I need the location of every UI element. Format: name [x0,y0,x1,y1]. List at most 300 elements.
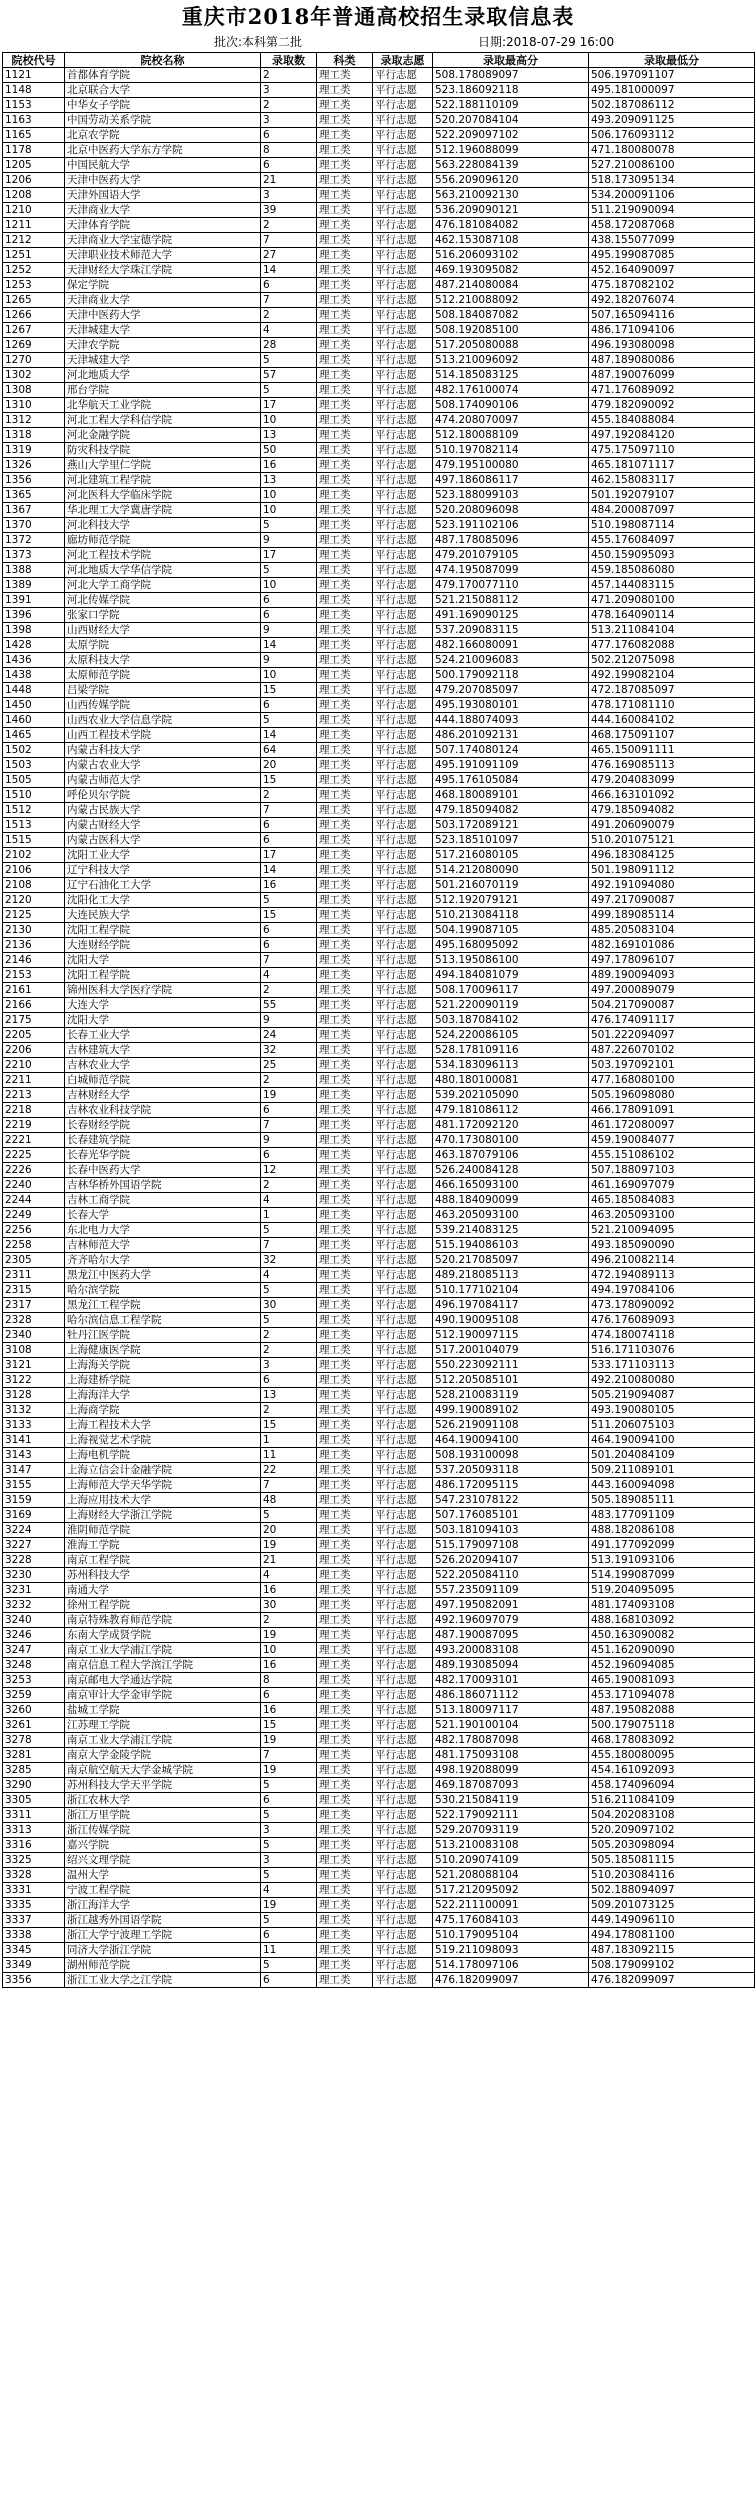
school-code-cell: 2328 [3,1313,65,1328]
school-name-cell: 天津商业大学宝德学院 [65,233,261,248]
application-type-cell: 平行志愿 [373,1598,433,1613]
table-row [3,1568,755,1583]
school-name-cell: 浙江大学宁波理工学院 [65,1928,261,1943]
lowest-score-cell: 495.181000097 [589,83,755,98]
application-type-cell: 平行志愿 [373,383,433,398]
highest-score-cell: 550.223092111 [433,1358,589,1373]
school-name-cell: 温州大学 [65,1868,261,1883]
school-code-cell: 1388 [3,563,65,578]
lowest-score-cell: 491.206090079 [589,818,755,833]
school-code-cell: 2175 [3,1013,65,1028]
school-code-cell: 1211 [3,218,65,233]
school-name-cell: 牡丹江医学院 [65,1328,261,1343]
school-code-cell: 1448 [3,683,65,698]
application-type-cell: 平行志愿 [373,1223,433,1238]
date-label: 日期:2018-07-29 16:00 [478,35,615,49]
table-row [3,1118,755,1133]
admitted-count-cell: 32 [261,1253,317,1268]
school-name-cell: 长春财经学院 [65,1118,261,1133]
school-code-cell: 1319 [3,443,65,458]
lowest-score-cell: 477.168080100 [589,1073,755,1088]
application-type-cell: 平行志愿 [373,1253,433,1268]
school-code-cell: 2106 [3,863,65,878]
subject-category-cell: 理工类 [317,1058,373,1073]
lowest-score-cell: 497.200089079 [589,983,755,998]
school-code-cell: 3261 [3,1718,65,1733]
admitted-count-cell: 6 [261,818,317,833]
school-code-cell: 3228 [3,1553,65,1568]
school-name-cell: 大连财经学院 [65,938,261,953]
table-row [3,1103,755,1118]
lowest-score-cell: 488.168103092 [589,1613,755,1628]
subject-category-cell: 理工类 [317,1373,373,1388]
highest-score-cell: 474.208070097 [433,413,589,428]
subject-category-cell: 理工类 [317,218,373,233]
school-name-cell: 张家口学院 [65,608,261,623]
lowest-score-cell: 461.172080097 [589,1118,755,1133]
lowest-score-cell: 483.177091109 [589,1508,755,1523]
subject-category-cell: 理工类 [317,1718,373,1733]
highest-score-cell: 474.195087099 [433,563,589,578]
table-row [3,1058,755,1073]
page-title: 重庆市2018年普通高校招生录取信息表 [181,4,575,29]
highest-score-cell: 557.235091109 [433,1583,589,1598]
table-row [3,1943,755,1958]
school-name-cell: 北京联合大学 [65,83,261,98]
table-header-row [3,53,755,68]
lowest-score-cell: 494.178081100 [589,1928,755,1943]
application-type-cell: 平行志愿 [373,1823,433,1838]
highest-score-cell: 499.190089102 [433,1403,589,1418]
admitted-count-cell: 9 [261,1013,317,1028]
table-row [3,1793,755,1808]
lowest-score-cell: 505.185081115 [589,1853,755,1868]
highest-score-cell: 513.180097117 [433,1703,589,1718]
school-code-cell: 1163 [3,113,65,128]
school-name-cell: 上海工程技术大学 [65,1418,261,1433]
admitted-count-cell: 10 [261,413,317,428]
subject-category-cell: 理工类 [317,1328,373,1343]
school-code-cell: 2130 [3,923,65,938]
school-name-cell: 太原科技大学 [65,653,261,668]
lowest-score-cell: 507.188097103 [589,1163,755,1178]
school-name-cell: 南通大学 [65,1583,261,1598]
subject-category-cell: 理工类 [317,263,373,278]
subject-category-cell: 理工类 [317,248,373,263]
school-name-cell: 南京航空航天大学金城学院 [65,1763,261,1778]
lowest-score-cell: 465.185084083 [589,1193,755,1208]
highest-score-cell: 512.205085101 [433,1373,589,1388]
table-row [3,983,755,998]
lowest-score-cell: 458.174096094 [589,1778,755,1793]
school-name-cell: 中华女子学院 [65,98,261,113]
school-code-cell: 2244 [3,1193,65,1208]
application-type-cell: 平行志愿 [373,1403,433,1418]
school-name-cell: 上海财经大学浙江学院 [65,1508,261,1523]
highest-score-cell: 508.170096117 [433,983,589,998]
school-code-cell: 1356 [3,473,65,488]
highest-score-cell: 523.188099103 [433,488,589,503]
highest-score-cell: 522.179092111 [433,1808,589,1823]
school-code-cell: 1370 [3,518,65,533]
application-type-cell: 平行志愿 [373,1898,433,1913]
school-name-cell: 内蒙古科技大学 [65,743,261,758]
subject-category-cell: 理工类 [317,638,373,653]
application-type-cell: 平行志愿 [373,1313,433,1328]
subject-category-cell: 理工类 [317,308,373,323]
application-type-cell: 平行志愿 [373,473,433,488]
application-type-cell: 平行志愿 [373,1493,433,1508]
school-code-cell: 1436 [3,653,65,668]
school-code-cell: 2311 [3,1268,65,1283]
admitted-count-cell: 21 [261,173,317,188]
highest-score-cell: 563.210092130 [433,188,589,203]
subject-category-cell: 理工类 [317,1523,373,1538]
application-type-cell: 平行志愿 [373,413,433,428]
school-name-cell: 天津城建大学 [65,323,261,338]
highest-score-cell: 513.210096092 [433,353,589,368]
subject-category-cell: 理工类 [317,1238,373,1253]
application-type-cell: 平行志愿 [373,578,433,593]
school-name-cell: 锦州医科大学医疗学院 [65,983,261,998]
school-code-cell: 1148 [3,83,65,98]
table-row [3,338,755,353]
school-code-cell: 3313 [3,1823,65,1838]
application-type-cell: 平行志愿 [373,818,433,833]
application-type-cell: 平行志愿 [373,1763,433,1778]
subject-category-cell: 理工类 [317,1343,373,1358]
school-name-cell: 湖州师范学院 [65,1958,261,1973]
subject-category-cell: 理工类 [317,98,373,113]
application-type-cell: 平行志愿 [373,668,433,683]
school-code-cell: 3356 [3,1973,65,1988]
admitted-count-cell: 6 [261,608,317,623]
highest-score-cell: 490.190095108 [433,1313,589,1328]
school-code-cell: 1438 [3,668,65,683]
lowest-score-cell: 506.197091107 [589,68,755,83]
application-type-cell: 平行志愿 [373,98,433,113]
school-name-cell: 长春建筑学院 [65,1133,261,1148]
application-type-cell: 平行志愿 [373,653,433,668]
admitted-count-cell: 27 [261,248,317,263]
school-name-cell: 内蒙古民族大学 [65,803,261,818]
highest-score-cell: 528.178109116 [433,1043,589,1058]
table-row [3,113,755,128]
subject-category-cell: 理工类 [317,233,373,248]
highest-score-cell: 536.209090121 [433,203,589,218]
subject-category-cell: 理工类 [317,653,373,668]
school-name-cell: 宁波工程学院 [65,1883,261,1898]
school-code-cell: 3227 [3,1538,65,1553]
subject-category-cell: 理工类 [317,1628,373,1643]
table-row [3,1808,755,1823]
school-code-cell: 1513 [3,818,65,833]
table-row [3,443,755,458]
highest-score-cell: 522.205084110 [433,1568,589,1583]
school-name-cell: 徐州工程学院 [65,1598,261,1613]
subject-category-cell: 理工类 [317,1508,373,1523]
subject-category-cell: 理工类 [317,533,373,548]
subject-category-cell: 理工类 [317,1208,373,1223]
lowest-score-cell: 510.203084116 [589,1868,755,1883]
admitted-count-cell: 16 [261,1583,317,1598]
application-type-cell: 平行志愿 [373,338,433,353]
highest-score-cell: 479.185094082 [433,803,589,818]
school-name-cell: 浙江传媒学院 [65,1823,261,1838]
school-code-cell: 2213 [3,1088,65,1103]
lowest-score-cell: 502.187086112 [589,98,755,113]
table-row [3,908,755,923]
application-type-cell: 平行志愿 [373,263,433,278]
lowest-score-cell: 497.217090087 [589,893,755,908]
admitted-count-cell: 15 [261,1418,317,1433]
school-name-cell: 燕山大学里仁学院 [65,458,261,473]
highest-score-cell: 512.180088109 [433,428,589,443]
highest-score-cell: 513.195086100 [433,953,589,968]
table-row [3,1148,755,1163]
highest-score-cell: 486.201092131 [433,728,589,743]
lowest-score-cell: 462.158083117 [589,473,755,488]
lowest-score-cell: 478.171081110 [589,698,755,713]
admitted-count-cell: 8 [261,1673,317,1688]
highest-score-cell: 508.178089097 [433,68,589,83]
lowest-score-cell: 496.183084125 [589,848,755,863]
table-row [3,533,755,548]
school-name-cell: 浙江海洋大学 [65,1898,261,1913]
table-row [3,1673,755,1688]
admitted-count-cell: 2 [261,1613,317,1628]
school-code-cell: 2240 [3,1178,65,1193]
subject-category-cell: 理工类 [317,1778,373,1793]
lowest-score-cell: 496.193080098 [589,338,755,353]
admitted-count-cell: 16 [261,1658,317,1673]
admitted-count-cell: 6 [261,923,317,938]
table-row [3,623,755,638]
subject-category-cell: 理工类 [317,1808,373,1823]
table-row [3,1538,755,1553]
table-row [3,1883,755,1898]
application-type-cell: 平行志愿 [373,428,433,443]
subject-category-cell: 理工类 [317,1223,373,1238]
highest-score-cell: 495.191091109 [433,758,589,773]
school-name-cell: 苏州科技大学天平学院 [65,1778,261,1793]
admitted-count-cell: 3 [261,1853,317,1868]
admitted-count-cell: 6 [261,1148,317,1163]
highest-score-cell: 481.172092120 [433,1118,589,1133]
subject-category-cell: 理工类 [317,1478,373,1493]
school-name-cell: 长春大学 [65,1208,261,1223]
lowest-score-cell: 477.176082088 [589,638,755,653]
table-row [3,593,755,608]
lowest-score-cell: 487.190076099 [589,368,755,383]
admitted-count-cell: 30 [261,1298,317,1313]
highest-score-cell: 523.185101097 [433,833,589,848]
table-row [3,1718,755,1733]
admitted-count-cell: 6 [261,593,317,608]
application-type-cell: 平行志愿 [373,1673,433,1688]
admitted-count-cell: 6 [261,278,317,293]
school-code-cell: 3338 [3,1928,65,1943]
subject-category-cell: 理工类 [317,1313,373,1328]
lowest-score-cell: 481.174093108 [589,1598,755,1613]
header-school-name: 院校名称 [65,53,261,68]
subject-category-cell: 理工类 [317,1178,373,1193]
admitted-count-cell: 1 [261,1433,317,1448]
subject-category-cell: 理工类 [317,608,373,623]
school-name-cell: 天津中医药大学 [65,173,261,188]
application-type-cell: 平行志愿 [373,533,433,548]
school-name-cell: 吉林建筑大学 [65,1043,261,1058]
school-name-cell: 山西农业大学信息学院 [65,713,261,728]
school-code-cell: 2166 [3,998,65,1013]
subject-category-cell: 理工类 [317,428,373,443]
highest-score-cell: 517.200104079 [433,1343,589,1358]
admitted-count-cell: 2 [261,1328,317,1343]
admitted-count-cell: 16 [261,878,317,893]
highest-score-cell: 508.192085100 [433,323,589,338]
admitted-count-cell: 28 [261,338,317,353]
subject-category-cell: 理工类 [317,443,373,458]
school-code-cell: 2225 [3,1148,65,1163]
school-code-cell: 3337 [3,1913,65,1928]
school-code-cell: 2146 [3,953,65,968]
application-type-cell: 平行志愿 [373,1748,433,1763]
admitted-count-cell: 7 [261,1478,317,1493]
highest-score-cell: 470.173080100 [433,1133,589,1148]
subject-category-cell: 理工类 [317,593,373,608]
school-name-cell: 浙江工业大学之江学院 [65,1973,261,1988]
lowest-score-cell: 458.172087068 [589,218,755,233]
table-row [3,1463,755,1478]
school-code-cell: 2256 [3,1223,65,1238]
school-code-cell: 3155 [3,1478,65,1493]
table-row [3,1508,755,1523]
application-type-cell: 平行志愿 [373,758,433,773]
application-type-cell: 平行志愿 [373,503,433,518]
admitted-count-cell: 5 [261,1778,317,1793]
highest-score-cell: 521.190100104 [433,1718,589,1733]
application-type-cell: 平行志愿 [373,1103,433,1118]
admitted-count-cell: 64 [261,743,317,758]
school-code-cell: 3325 [3,1853,65,1868]
school-name-cell: 内蒙古师范大学 [65,773,261,788]
school-code-cell: 3259 [3,1688,65,1703]
subject-category-cell: 理工类 [317,1748,373,1763]
admitted-count-cell: 3 [261,83,317,98]
application-type-cell: 平行志愿 [373,1163,433,1178]
highest-score-cell: 495.193080101 [433,698,589,713]
highest-score-cell: 503.181094103 [433,1523,589,1538]
table-row [3,578,755,593]
lowest-score-cell: 478.164090114 [589,608,755,623]
application-type-cell: 平行志愿 [373,923,433,938]
table-row [3,1748,755,1763]
admitted-count-cell: 6 [261,1793,317,1808]
lowest-score-cell: 527.210086100 [589,158,755,173]
school-code-cell: 3253 [3,1673,65,1688]
lowest-score-cell: 516.211084109 [589,1793,755,1808]
admitted-count-cell: 6 [261,1973,317,1988]
admitted-count-cell: 7 [261,1118,317,1133]
application-type-cell: 平行志愿 [373,833,433,848]
application-type-cell: 平行志愿 [373,1208,433,1223]
school-name-cell: 吉林工商学院 [65,1193,261,1208]
admitted-count-cell: 24 [261,1028,317,1043]
school-name-cell: 辽宁石油化工大学 [65,878,261,893]
table-row [3,1088,755,1103]
school-name-cell: 河北医科大学临床学院 [65,488,261,503]
lowest-score-cell: 457.144083115 [589,578,755,593]
subject-category-cell: 理工类 [317,623,373,638]
subject-category-cell: 理工类 [317,848,373,863]
highest-score-cell: 517.216080105 [433,848,589,863]
highest-score-cell: 512.192079121 [433,893,589,908]
subject-category-cell: 理工类 [317,1148,373,1163]
subject-category-cell: 理工类 [317,1943,373,1958]
lowest-score-cell: 475.175097110 [589,443,755,458]
admitted-count-cell: 7 [261,803,317,818]
table-row [3,1448,755,1463]
table-row [3,83,755,98]
lowest-score-cell: 534.200091106 [589,188,755,203]
table-row [3,1703,755,1718]
subject-category-cell: 理工类 [317,1133,373,1148]
school-code-cell: 1515 [3,833,65,848]
subject-category-cell: 理工类 [317,1898,373,1913]
application-type-cell: 平行志愿 [373,1658,433,1673]
table-row [3,473,755,488]
highest-score-cell: 504.199087105 [433,923,589,938]
highest-score-cell: 486.172095115 [433,1478,589,1493]
school-name-cell: 浙江万里学院 [65,1808,261,1823]
application-type-cell: 平行志愿 [373,1448,433,1463]
table-row [3,938,755,953]
application-type-cell: 平行志愿 [373,353,433,368]
highest-score-cell: 521.215088112 [433,593,589,608]
highest-score-cell: 462.153087108 [433,233,589,248]
table-row [3,1328,755,1343]
subject-category-cell: 理工类 [317,368,373,383]
subject-category-cell: 理工类 [317,1433,373,1448]
highest-score-cell: 503.187084102 [433,1013,589,1028]
batch-label: 批次:本科第二批 [214,35,303,49]
admitted-count-cell: 7 [261,293,317,308]
table-row [3,1298,755,1313]
admitted-count-cell: 15 [261,908,317,923]
lowest-score-cell: 489.190094093 [589,968,755,983]
admitted-count-cell: 17 [261,548,317,563]
admitted-count-cell: 5 [261,1913,317,1928]
application-type-cell: 平行志愿 [373,278,433,293]
admitted-count-cell: 5 [261,1808,317,1823]
school-code-cell: 3281 [3,1748,65,1763]
school-name-cell: 上海健康医学院 [65,1343,261,1358]
application-type-cell: 平行志愿 [373,1028,433,1043]
application-type-cell: 平行志愿 [373,68,433,83]
table-row [3,1583,755,1598]
application-type-cell: 平行志愿 [373,713,433,728]
subject-category-cell: 理工类 [317,203,373,218]
table-row [3,1763,755,1778]
highest-score-cell: 486.186071112 [433,1688,589,1703]
school-name-cell: 吉林华桥外国语学院 [65,1178,261,1193]
lowest-score-cell: 504.202083108 [589,1808,755,1823]
admitted-count-cell: 6 [261,158,317,173]
admitted-count-cell: 10 [261,488,317,503]
table-row [3,488,755,503]
school-name-cell: 北华航天工业学院 [65,398,261,413]
lowest-score-cell: 479.204083099 [589,773,755,788]
